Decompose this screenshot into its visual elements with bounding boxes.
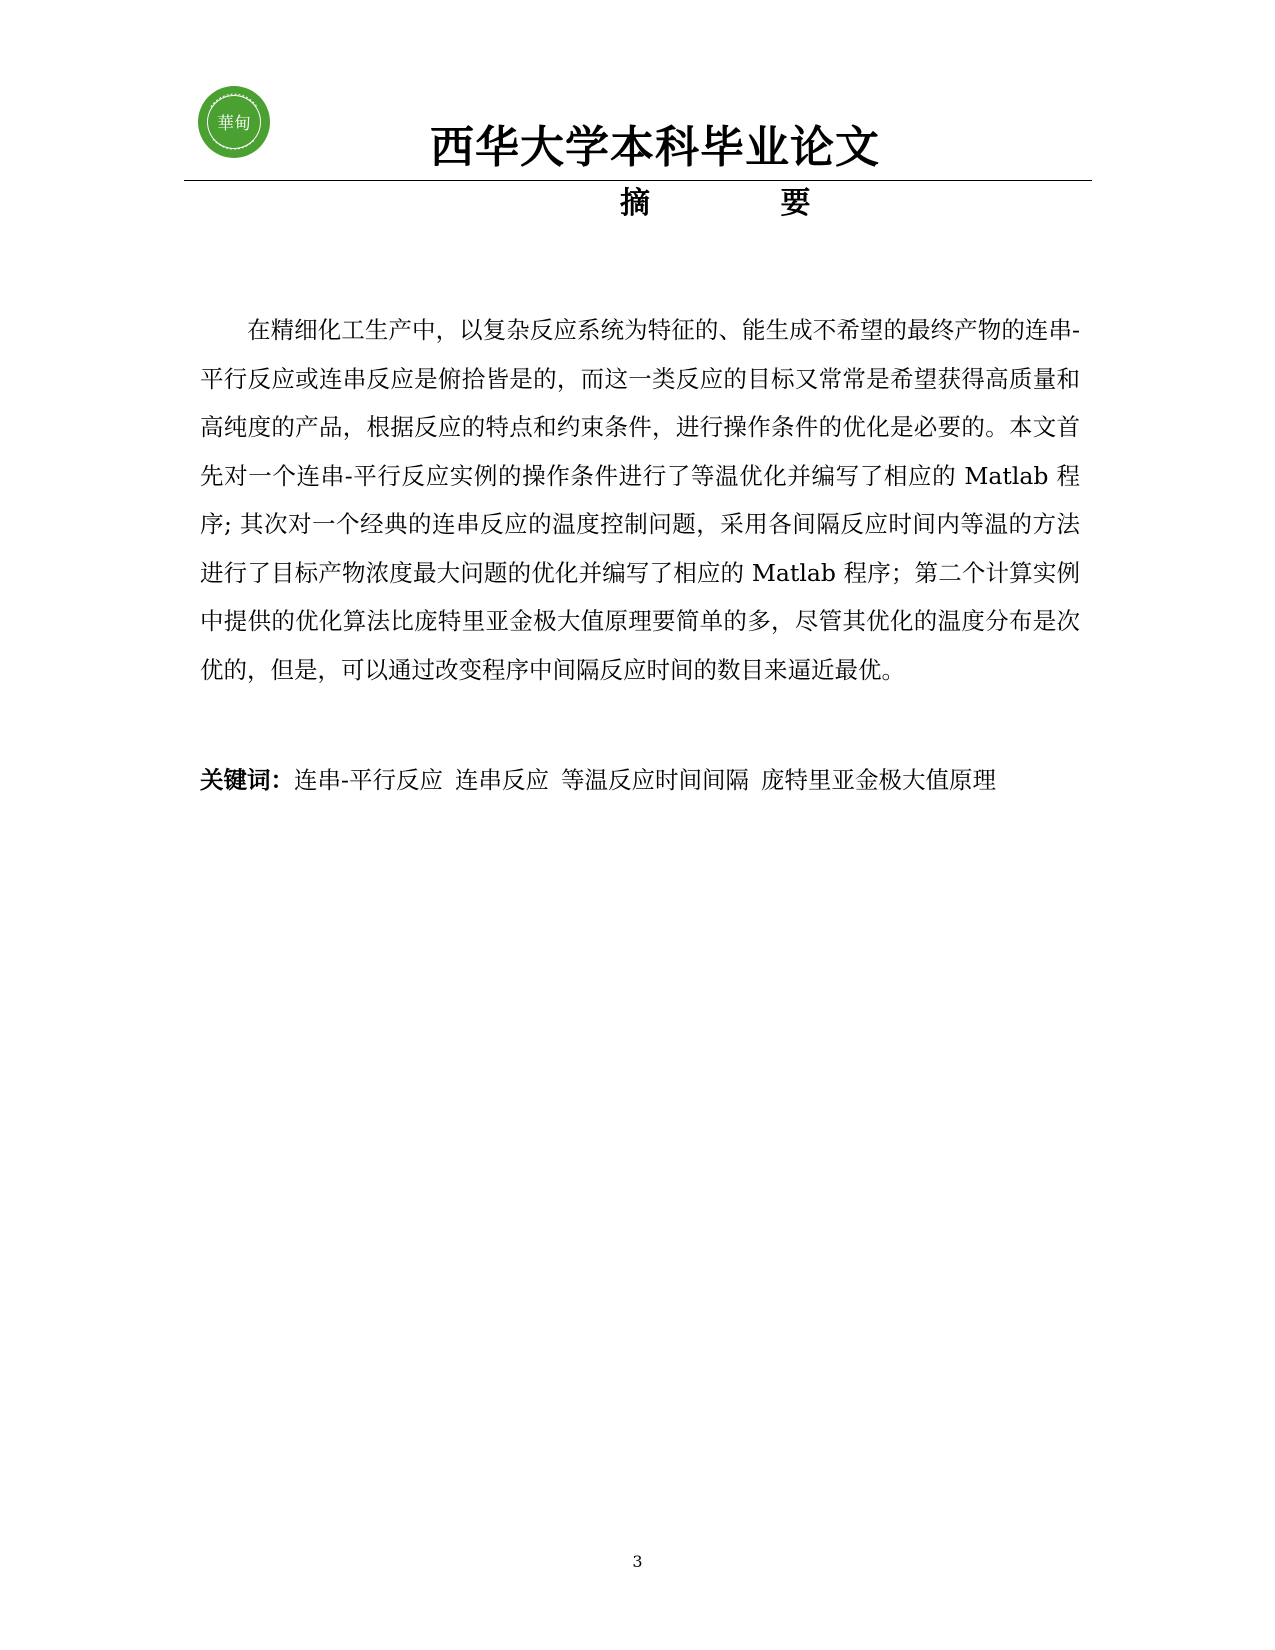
keyword-item: 等温反应时间间隔 xyxy=(560,766,749,794)
keywords-line xyxy=(200,758,1080,802)
keyword-item: 连串反应 xyxy=(454,766,549,794)
university-seal-icon xyxy=(197,85,271,159)
header-divider xyxy=(184,180,1092,181)
university-title: 西华大学本科毕业论文 xyxy=(430,122,880,173)
abstract-paragraph: 在精细化工生产中，以复杂反应系统为特征的、能生成不希望的最终产物的连串-平行反应或连串反应是俯拾皆是的，而这一类反应的目标又常常是希望获得高质量和高纯度的产品，根据反应的特点和约束条件，进行操作条件的优化是必要的。本文首先对一个连串-平行反应实例的操作条件进行了等温优化并编写了相应的 Matlab 程序; 其次对一个经典的连串反应的温度控制问题，采用各间隔反应时间内等温的方法进行了目标产物浓度最大问题的优化并编写了相应的 Matlab 程序；第二个计算实例中提供的优化算法比庞特里亚金极大值原理要简单的多，尽管其优化的温度分布是次优的，但是，可以通过改变程序中间隔反应时间的数目来逼近最优。 xyxy=(200,316,1080,684)
keywords-label: 关键词： xyxy=(200,766,294,794)
keyword-item: 庞特里亚金极大值原理 xyxy=(760,766,996,794)
section-title: 摘 要 xyxy=(620,186,871,221)
logo-text: 華甸 xyxy=(217,114,251,134)
keyword-item: 连串-平行反应 xyxy=(294,766,443,794)
page-number: 3 xyxy=(632,1552,643,1571)
